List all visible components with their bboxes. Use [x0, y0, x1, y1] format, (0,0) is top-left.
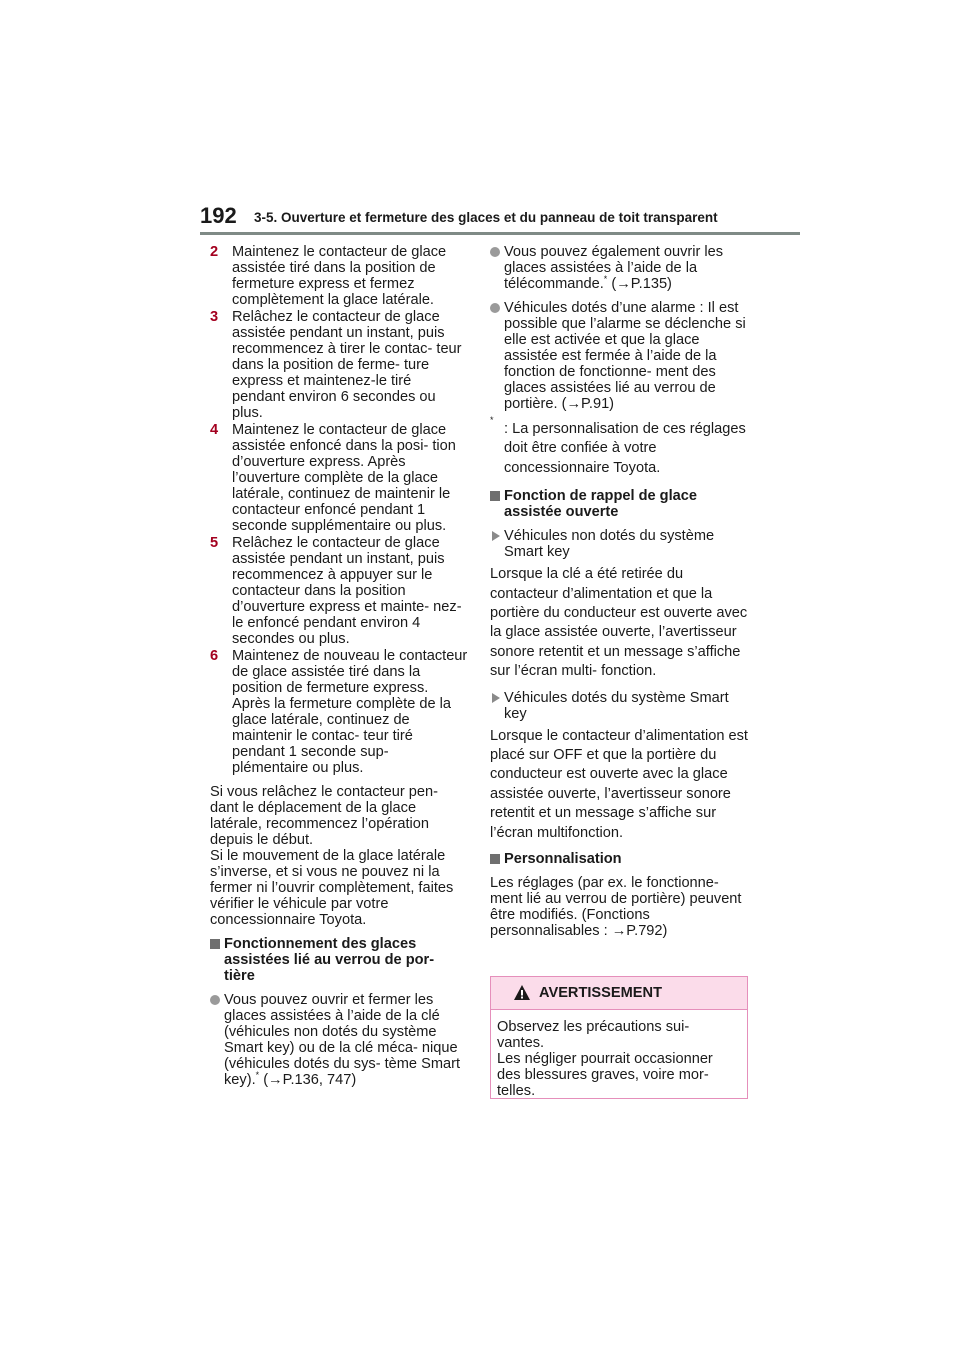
warning-triangle-icon — [513, 984, 531, 1002]
warning-header — [491, 977, 747, 1010]
page-reference: (→P.135) — [607, 276, 672, 292]
triangle-arrow-icon — [492, 693, 500, 703]
footnote: * : La personnalisation de ces réglages doit être confiée à votre concessionnaire Toyota. — [490, 415, 746, 476]
left-column — [210, 244, 468, 1096]
step-item — [210, 648, 468, 776]
step-text: Maintenez le contacteur de glace assistée enfoncé dans la posi- tion d’ouverture express. Après l’ouverture complète de la glace latérale, continuez de maintenir le contacteur enfoncé pendant 1 seconde supplémentaire ou plus. — [232, 422, 456, 534]
step-item — [210, 535, 468, 647]
step-number: 4 — [210, 422, 219, 438]
warning-line: Observez les précautions sui- vantes. — [497, 1019, 690, 1051]
step-number: 3 — [210, 309, 219, 325]
page-header — [200, 203, 800, 235]
section-heading-lock: Fonctionnement des glaces assistées lié au verrou de por- tière — [210, 936, 468, 984]
step-number: 5 — [210, 535, 219, 551]
step-item — [210, 244, 468, 308]
step-text: Relâchez le contacteur de glace assistée pendant un instant, puis recommencez à appuyer sur le contacteur dans la position d’ouverture express et mainte- nez-le enfoncé pendant environ 4 secondes ou plus. — [232, 535, 462, 647]
circle-bullet-icon — [490, 303, 500, 313]
header-divider — [200, 232, 800, 235]
step-text: Relâchez le contacteur de glace assistée pendant un instant, puis recommencez à tirer le contac- teur dans la position de ferme- ture express et maintenez-le tiré pendant environ 6 secondes ou plus. — [232, 309, 462, 421]
right-column — [490, 244, 748, 947]
warning-title: AVERTISSEMENT — [539, 985, 662, 1001]
body-paragraph: Lorsque la clé a été retirée du contacteur d’alimentation et que la portière du conducteur est ouverte avec la glace assistée ouverte, l’avertisseur sonore retentit et un message s’affiche sur l’écran multi- fonction. — [490, 566, 748, 680]
footnote-marker: * — [255, 1070, 260, 1080]
warning-box — [490, 976, 748, 1099]
sub-heading: Véhicules dotés du système Smart key — [490, 690, 748, 722]
step-number: 2 — [210, 244, 219, 260]
list-item: Vous pouvez ouvrir et fermer les glaces assistées à l’aide de la clé (véhicules non dotés du système Smart key) ou de la clé méca- nique (véhicules dotés du sys- tème Smart key).* (→P.136, 747) — [210, 992, 468, 1088]
section-heading-reminder: Fonction de rappel de glace assistée ouverte — [490, 488, 748, 520]
step-number: 6 — [210, 648, 219, 664]
body-paragraph: Lorsque le contacteur d’alimentation est placé sur OFF et que la portière du conducteur est ouverte avec la glace assistée ouverte, l’avertisseur sonore retentit et un message s’affiche sur l’écran multifonction. — [490, 727, 748, 841]
note-paragraph: Si vous relâchez le contacteur pen- dant le déplacement de la glace latérale, recommencez l’opération depuis le début. — [210, 784, 438, 848]
step-text: Maintenez de nouveau le contacteur de glace assistée tiré dans la position de fermeture express. Après la fermeture complète de la glace latérale, continuez de maintenir le contac- teur tiré pendant 1 seconde sup- plémentaire ou plus. — [232, 648, 468, 776]
page-reference: (→P.136, 747) — [259, 1072, 357, 1088]
step-text: Maintenez le contacteur de glace assistée tiré dans la position de fermeture express et fermez complètement la glace latérale. — [232, 244, 447, 308]
note-paragraph: Si le mouvement de la glace latérale s’inverse, et si vous ne pouvez ni la fermer ni l’ouvrir complètement, faites vérifier le véhicule par votre concessionnaire Toyota. — [210, 848, 454, 928]
circle-bullet-icon — [490, 247, 500, 257]
sub-heading: Véhicules non dotés du système Smart key — [490, 528, 748, 560]
triangle-arrow-icon — [492, 531, 500, 541]
step-item — [210, 309, 468, 421]
circle-bullet-icon — [210, 995, 220, 1005]
square-bullet-icon — [210, 939, 220, 949]
footnote-marker: * — [603, 274, 608, 284]
list-item: Vous pouvez également ouvrir les glaces assistées à l’aide de la télécommande.* (→P.135) — [490, 244, 748, 292]
body-paragraph: Les réglages (par ex. le fonctionne- ment lié au verrou de portière) peuvent être modifiés. (Fonctions personnalisables : →P.792) — [490, 875, 742, 940]
square-bullet-icon — [490, 854, 500, 864]
chapter-title: 3-5. Ouverture et fermeture des glaces et du panneau de toit transparent — [254, 210, 718, 225]
page-number: 192 — [200, 203, 237, 228]
square-bullet-icon — [490, 491, 500, 501]
warning-line: Les négliger pourrait occasionner des blessures graves, voire mor- telles. — [497, 1051, 713, 1099]
warning-body — [491, 1010, 747, 1099]
step-item — [210, 422, 468, 534]
section-heading-custom: Personnalisation — [490, 851, 748, 867]
list-item: Véhicules dotés d’une alarme : Il est possible que l’alarme se déclenche si elle est activée et que la glace assistée est fermée à l’aide de la fonction de fonctionne- ment des glaces assistées lié au verrou de portière. (→P.91) — [490, 300, 748, 412]
